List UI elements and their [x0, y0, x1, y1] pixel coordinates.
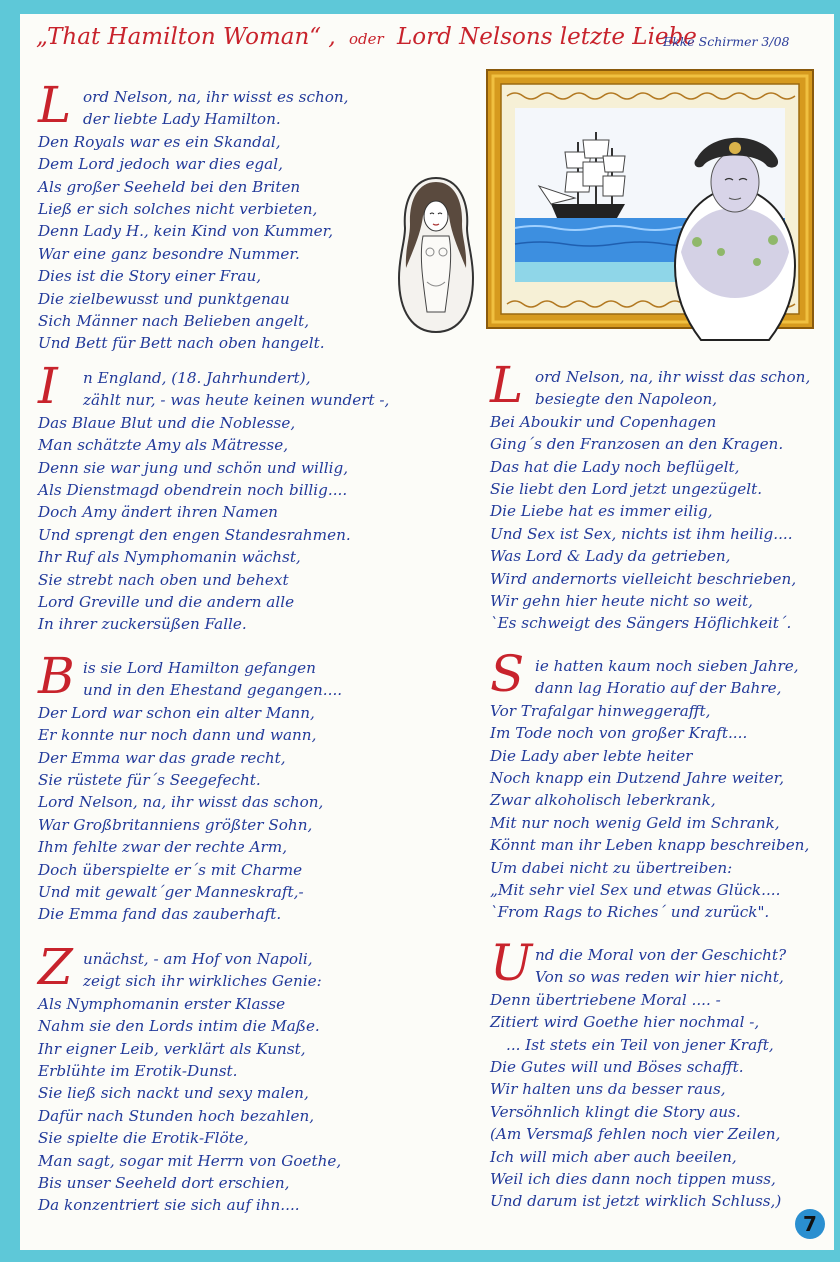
- verse-line: Als großer Seeheld bei den Briten: [38, 177, 301, 196]
- verse-line: ie hatten kaum noch sieben Jahre,: [535, 657, 799, 675]
- dropcap: B: [38, 647, 75, 705]
- verse-line: Und darum ist jetzt wirklich Schluss,): [490, 1192, 782, 1211]
- verse-line: `Es schweigt des Sängers Höflichkeit´.: [490, 614, 792, 633]
- verse-line: Als Nymphomanin erster Klasse: [38, 994, 286, 1013]
- verse-line: Wir gehn hier heute nicht so weit,: [490, 592, 753, 611]
- nesting-doll-illustration: [393, 172, 479, 336]
- verse-line: ord Nelson, na, ihr wisst es schon,: [83, 88, 349, 106]
- verse-line: Lord Greville und die andern alle: [38, 593, 295, 612]
- verse-line: Mit nur noch wenig Geld im Schrank,: [490, 813, 780, 832]
- verse-line: dann lag Horatio auf der Bahre,: [535, 679, 782, 698]
- verse-line: Dem Lord jedoch war dies egal,: [38, 155, 283, 174]
- stanza-1: [38, 76, 349, 355]
- title-part-2: Lord Nelsons letzte Liebe: [396, 24, 697, 50]
- stanza-5: [490, 356, 811, 635]
- page-number: 7: [795, 1209, 825, 1239]
- verse-line: Das hat die Lady noch beflügelt,: [490, 457, 740, 476]
- verse-line: Könnt man ihr Leben knapp beschreiben,: [490, 836, 810, 855]
- verse-line: Doch Amy ändert ihren Namen: [38, 503, 278, 522]
- verse-line: besiegte den Napoleon,: [535, 390, 718, 409]
- verse-line: Die Liebe hat es immer eilig,: [490, 502, 713, 521]
- verse-line: Er konnte nur noch dann und wann,: [38, 726, 317, 745]
- dropcap: I: [38, 357, 58, 415]
- title-connector: oder: [348, 30, 384, 48]
- verse-line: Als Dienstmagd obendrein noch billig....: [38, 481, 348, 500]
- verse-line: Lord Nelson, na, ihr wisst das schon,: [38, 793, 324, 812]
- stanza-2: [38, 357, 390, 636]
- verse-line: Das Blaue Blut und die Noblesse,: [38, 413, 296, 432]
- verse-line: Ihm fehlte zwar der rechte Arm,: [38, 838, 288, 857]
- verse-line: Bis unser Seeheld dort erschien,: [38, 1174, 290, 1193]
- verse-line: Der Emma war das grade recht,: [38, 748, 286, 767]
- verse-line: Wir halten uns da besser raus,: [490, 1080, 726, 1099]
- verse-line: ord Nelson, na, ihr wisst das schon,: [535, 368, 811, 386]
- verse-line: und in den Ehestand gegangen....: [83, 681, 343, 700]
- verse-line: Noch knapp ein Dutzend Jahre weiter,: [490, 769, 785, 788]
- magazine-page: [20, 14, 834, 1250]
- nelson-vase-illustration: [661, 122, 807, 344]
- verse-line: der liebte Lady Hamilton.: [83, 110, 281, 129]
- verse-line: Der Lord war schon ein alter Mann,: [38, 703, 315, 722]
- verse-line: Sie spielte die Erotik-Flöte,: [38, 1129, 249, 1148]
- verse-line: Die Lady aber lebte heiter: [490, 746, 693, 765]
- verse-line: Weil ich dies dann noch tippen muss,: [490, 1170, 776, 1189]
- page-title: [36, 24, 697, 50]
- verse-line: unächst, - am Hof von Napoli,: [83, 950, 313, 968]
- verse-line: nd die Moral von der Geschicht?: [535, 946, 787, 964]
- verse-line: Im Tode noch von großer Kraft....: [490, 724, 748, 743]
- verse-line: Und sprengt den engen Standesrahmen.: [38, 525, 351, 544]
- verse-line: Man sagt, sogar mit Herrn von Goethe,: [38, 1151, 342, 1170]
- verse-line: Ließ er sich solches nicht verbieten,: [38, 200, 318, 219]
- verse-line: Sie ließ sich nackt und sexy malen,: [38, 1084, 309, 1103]
- verse-line: Und mit gewalt´ger Manneskraft,-: [38, 883, 304, 902]
- stanza-7: [490, 934, 787, 1213]
- verse-line: Wird andernorts vielleicht beschrieben,: [490, 569, 797, 588]
- verse-line: n England, (18. Jahrhundert),: [83, 369, 311, 387]
- verse-line: Sich Männer nach Belieben angelt,: [38, 312, 310, 331]
- verse-line: Vor Trafalgar hinweggerafft,: [490, 701, 711, 720]
- dropcap: S: [490, 645, 525, 703]
- verse-line: Die zielbewusst und punktgenau: [38, 289, 290, 308]
- verse-line: Versöhnlich klingt die Story aus.: [490, 1102, 741, 1121]
- stanza-3: [38, 647, 343, 926]
- verse-line: Dafür nach Stunden hoch bezahlen,: [38, 1106, 315, 1125]
- verse-line: Sie liebt den Lord jetzt ungezügelt.: [490, 480, 763, 499]
- verse-line: Erblühte im Erotik-Dunst.: [38, 1062, 238, 1081]
- verse-line: „Mit sehr viel Sex und etwas Glück....: [490, 881, 781, 900]
- verse-line: Und Bett für Bett nach oben hangelt.: [38, 334, 325, 353]
- dropcap: Z: [38, 938, 73, 996]
- verse-line: Und Sex ist Sex, nichts ist ihm heilig....: [490, 524, 793, 543]
- dropcap: U: [490, 934, 533, 992]
- verse-line: is sie Lord Hamilton gefangen: [83, 659, 316, 677]
- verse-line: `From Rags to Riches´ und zurück".: [490, 903, 770, 922]
- verse-line: War Großbritanniens größter Sohn,: [38, 815, 313, 834]
- verse-line: (Am Versmaß fehlen noch vier Zeilen,: [490, 1125, 781, 1144]
- stanza-6: [490, 645, 810, 924]
- verse-line: zeigt sich ihr wirkliches Genie:: [83, 972, 322, 991]
- verse-line: Die Emma fand das zauberhaft.: [38, 905, 282, 924]
- verse-line: Die Gutes will und Böses schafft.: [490, 1058, 744, 1077]
- author-credit: Ekke Schirmer 3/08: [663, 34, 790, 49]
- verse-line: Zwar alkoholisch leberkrank,: [490, 791, 716, 810]
- title-part-1: „That Hamilton Woman“ ,: [36, 24, 336, 50]
- verse-line: Ging´s den Franzosen an den Kragen.: [490, 435, 784, 454]
- stanza-4: [38, 938, 342, 1217]
- verse-line: ... Ist stets ein Teil von jener Kraft,: [506, 1035, 774, 1054]
- verse-line: Ich will mich aber auch beeilen,: [490, 1147, 737, 1166]
- verse-line: Ihr eigner Leib, verklärt als Kunst,: [38, 1039, 306, 1058]
- verse-line: Denn Lady H., kein Kind von Kummer,: [38, 222, 334, 241]
- verse-line: Um dabei nicht zu übertreiben:: [490, 858, 733, 877]
- verse-line: War eine ganz besondre Nummer.: [38, 244, 300, 263]
- verse-line: Ihr Ruf als Nymphomanin wächst,: [38, 548, 301, 567]
- verse-line: Sie strebt nach oben und behext: [38, 570, 289, 589]
- verse-line: Was Lord & Lady da getrieben,: [490, 547, 731, 566]
- verse-line: Dies ist die Story einer Frau,: [38, 267, 262, 286]
- verse-line: zählt nur, - was heute keinen wundert -,: [83, 391, 390, 410]
- verse-line: Den Royals war es ein Skandal,: [38, 132, 281, 151]
- verse-line: Denn sie war jung und schön und willig,: [38, 458, 349, 477]
- verse-line: Bei Aboukir und Copenhagen: [490, 412, 717, 431]
- verse-line: Sie rüstete für´s Seegefecht.: [38, 771, 261, 790]
- verse-line: Da konzentriert sie sich auf ihn....: [38, 1196, 300, 1215]
- verse-line: Von so was reden wir hier nicht,: [535, 968, 784, 987]
- verse-line: Doch überspielte er´s mit Charme: [38, 860, 303, 879]
- dropcap: L: [38, 76, 72, 134]
- verse-line: Denn übertriebene Moral .... -: [490, 990, 721, 1009]
- verse-line: Man schätzte Amy als Mätresse,: [38, 436, 289, 455]
- verse-line: In ihrer zuckersüßen Falle.: [38, 615, 247, 634]
- dropcap: L: [490, 356, 524, 414]
- verse-line: Zitiert wird Goethe hier nochmal -,: [490, 1013, 760, 1032]
- verse-line: Nahm sie den Lords intim die Maße.: [38, 1017, 320, 1036]
